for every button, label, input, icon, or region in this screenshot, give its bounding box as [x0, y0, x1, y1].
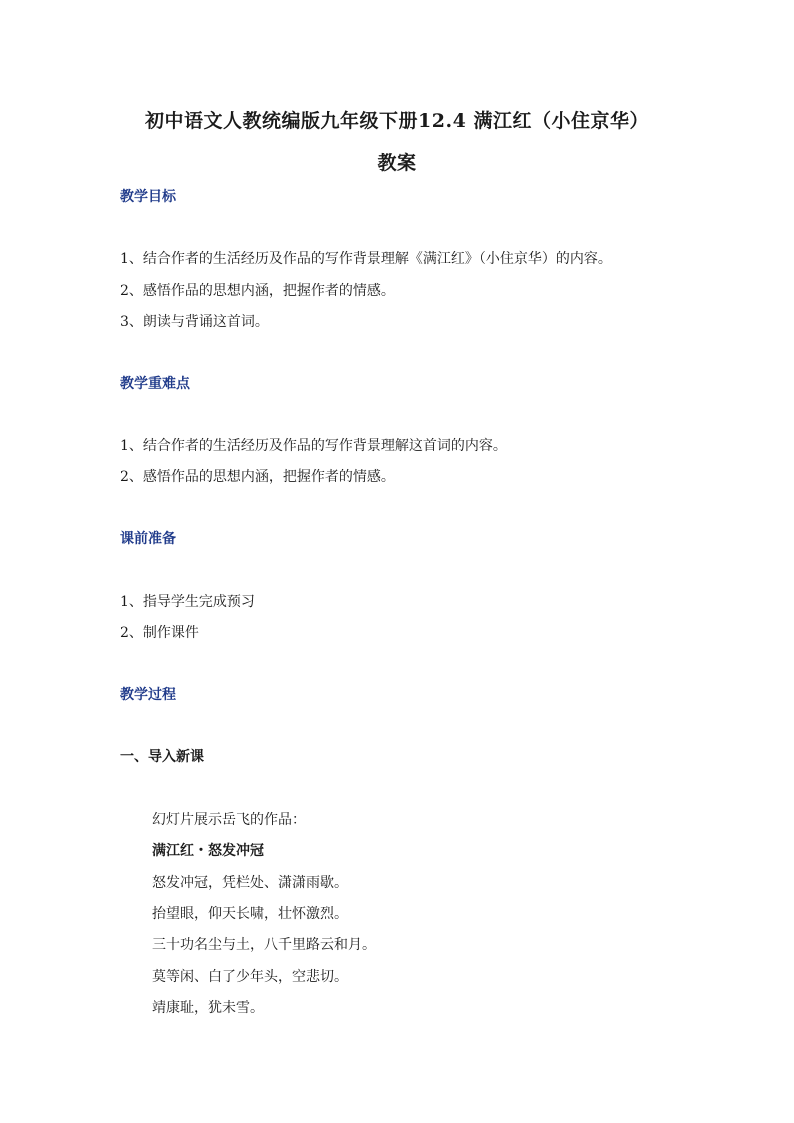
poem-line: 靖康耻，犹未雪。: [152, 1000, 264, 1016]
preparation-item: 1、指导学生完成预习: [120, 594, 255, 610]
key-point-item: 1、结合作者的生活经历及作品的写作背景理解这首词的内容。: [120, 438, 507, 454]
poem-line: 怒发冲冠，凭栏处、潇潇雨歇。: [152, 875, 348, 891]
document-title-continued: 教案: [377, 152, 417, 174]
process-part-title: 一、导入新课: [120, 749, 204, 765]
section-heading-preparation: 课前准备: [120, 531, 176, 547]
objective-item: 2、感悟作品的思想内涵，把握作者的情感。: [120, 283, 395, 299]
poem-line: 抬望眼，仰天长啸，壮怀激烈。: [152, 906, 348, 922]
section-heading-key-points: 教学重难点: [120, 376, 190, 392]
key-point-item: 2、感悟作品的思想内涵，把握作者的情感。: [120, 469, 395, 485]
objective-item: 1、结合作者的生活经历及作品的写作背景理解《满江红》（小住京华）的内容。: [120, 251, 612, 267]
preparation-item: 2、制作课件: [120, 625, 199, 641]
process-intro-text: 幻灯片展示岳飞的作品：: [152, 812, 306, 828]
section-heading-objectives: 教学目标: [120, 189, 176, 205]
section-heading-process: 教学过程: [120, 687, 176, 703]
poem-line: 莫等闲、白了少年头，空悲切。: [152, 969, 348, 985]
poem-line: 三十功名尘与土，八千里路云和月。: [152, 937, 376, 953]
poem-title: 满江红・怒发冲冠: [152, 843, 264, 859]
document-title: 初中语文人教统编版九年级下册12.4 满江红（小住京华）: [145, 110, 649, 132]
objective-item: 3、朗读与背诵这首词。: [120, 314, 269, 330]
